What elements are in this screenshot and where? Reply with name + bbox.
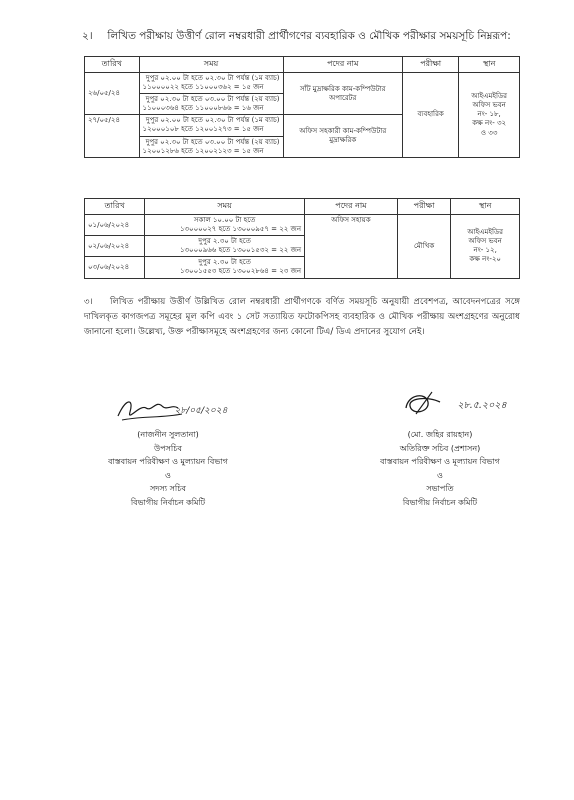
time-text: দুপুর ০২.৩০ টা হতে ০৩.০০ টা পর্যন্ত (২য় ব্যাচ) [145, 95, 280, 104]
left-handwritten-date: ২৮/০৫/২০২৪ [174, 406, 228, 416]
time-text: দুপুর ২.৩০ টা হতে [198, 258, 251, 267]
signatory-designation: উপসচিব [153, 443, 182, 453]
roll-range-text: ১৩০০০৯৬৬ হতে ১৩০০১৫৩২ = ২২ জন [179, 246, 302, 255]
header-venue: স্থান [459, 57, 520, 73]
time-text: দুপুর ২.৩০ টা হতে [198, 237, 251, 246]
header-date: তারিখ [85, 199, 145, 215]
signatory-committee: বিভাগীয় নির্বাচন কমিটি [402, 497, 478, 507]
left-signatory-block [78, 428, 258, 510]
section-3-text: লিখিত পরীক্ষায় উত্তীর্ণ উল্লিখিত রোল নম্বরধারী প্রার্থীগণকে বর্ণিত সময়সূচি অনুযায়ী প্রবেশপত্র, আবেদনপত্রের সঙ্গে দাখিলকৃত কাগজপত্র সমূহের মূল কপি এবং ১ সেট সত্যায়িত ফটোকপিসহ ব্যবহারিক ও মৌখিক পরীক্ষায় অংশগ্রহণের অনুরোধ জানানো হলো। উল্লেখ্য, উক্ত পরীক্ষাসমূহে অংশগ্রহণের জন্য কোনো টিএ/ ডিএ প্রদানের সুযোগ নেই। [84, 297, 520, 337]
table-header-row [85, 199, 520, 215]
roll-range-text: ১২০০০১০৮ হতে ১২০০১২৭৩ = ১৫ জন [142, 125, 264, 134]
header-post: পদের নাম [305, 199, 398, 215]
roll-range-text: ১১০০০০২২ হতে ১১০০০৩৬২ = ১৫ জন [142, 83, 264, 92]
signatory-role: সভাপতি [426, 484, 454, 494]
header-venue: স্থান [451, 199, 520, 215]
time-text: দুপুর ০২.০০ টা হতে ০২.৩০ টা পর্যন্ত (১ম ব্যাচ) [145, 74, 280, 82]
section-2-text: লিখিত পরীক্ষায় উত্তীর্ণ রোল নম্বরধারী প্রার্থীগণের ব্যবহারিক ও মৌখিক পরীক্ষার সময়সূচি নিম্নরূপ: [107, 30, 511, 42]
time-cell [145, 215, 305, 236]
section-3-paragraph [84, 295, 520, 339]
signatory-name: (মো. জহির রায়হান) [407, 430, 473, 439]
venue-cell: আইএমইডির অফিস ভবন নং- ১২, কক্ষ নং-২০ [451, 215, 520, 279]
time-cell [139, 115, 283, 136]
post-cell: অফিস সহায়ক [305, 215, 398, 279]
time-text: সকাল ১০.০০ টা হতে [193, 216, 256, 224]
date-cell: ০১/০৬/২০২৪ [85, 215, 145, 236]
signatory-conjunction: ও [165, 470, 171, 480]
header-exam: পরীক্ষা [397, 199, 450, 215]
time-cell [139, 73, 283, 94]
date-cell: ২৭/০৫/২৪ [85, 115, 140, 157]
right-handwritten-date: ২৮.৫.২০২৪ [457, 400, 507, 411]
date-cell: ০২/০৬/২০২৪ [85, 236, 145, 257]
date-cell: ০৩/০৬/২০২৪ [85, 257, 145, 278]
roll-range-text: ১২০০১২৮৬ হতে ১২০০২১২৩ = ১৫ জন [142, 146, 264, 155]
time-text: দুপুর ০২.০০ টা হতে ০২.৩০ টা পর্যন্ত (১ম ব্যাচ) [145, 116, 280, 125]
post-cell: সাঁট মুদ্রাক্ষরিক কাম-কম্পিউটার অপারেটর [283, 73, 403, 115]
header-post: পদের নাম [283, 57, 403, 73]
roll-range-text: ১৩০০১৫৫৩ হতে ১৩০০২৮৬৪ = ২৩ জন [179, 267, 302, 276]
venue-cell: আইএমইডির অফিস ভবন নং- ১৮, কক্ষ নং- ৩২ ও ৩৩ [459, 73, 520, 158]
table-row [85, 215, 520, 236]
signatory-division: বাস্তবায়ন পরিবীক্ষণ ও মূল্যায়ন বিভাগ [380, 457, 500, 467]
signatory-committee: বিভাগীয় নির্বাচন কমিটি [130, 497, 206, 507]
practical-exam-schedule-table [84, 56, 520, 158]
time-cell [145, 257, 305, 278]
section-2-heading [82, 29, 511, 46]
header-time: সময় [139, 57, 283, 73]
signatory-role: সদস্য সচিব [150, 484, 186, 494]
roll-range-text: ১১০০০৩৬৪ হতে ১১০০০৮৬৬ = ১৬ জন [142, 104, 264, 113]
time-cell [139, 94, 283, 115]
section-2-number: ২। [82, 30, 93, 42]
header-exam: পরীক্ষা [403, 57, 459, 73]
exam-type-cell: মৌখিক [397, 215, 450, 279]
post-cell: অফিস সহকারী কাম-কম্পিউটার মুদ্রাক্ষরিক [283, 115, 403, 157]
signatory-designation: অতিরিক্ত সচিব (প্রশাসন) [399, 443, 481, 453]
viva-exam-schedule-table [84, 198, 520, 279]
header-time: সময় [145, 199, 305, 215]
date-cell: ২৬/০৫/২৪ [85, 73, 140, 115]
signatory-division: বাস্তবায়ন পরিবীক্ষণ ও মুল্যায়ন বিভাগ [108, 457, 228, 467]
header-date: তারিখ [85, 57, 140, 73]
time-text: দুপুর ০২.৩০ টা হতে ০৩.০০ টা পর্যন্ত (২য় ব্যাচ) [145, 137, 280, 146]
table-row [85, 73, 520, 94]
signatory-conjunction: ও [437, 470, 443, 480]
table-header-row [85, 57, 520, 73]
section-3-number: ৩। [84, 297, 93, 307]
time-cell [139, 136, 283, 157]
exam-type-cell: ব্যবহারিক [403, 73, 459, 158]
roll-range-text: ১৩০০০০২৭ হতে ১৩০০০৯৫৭ = ২২ জন [179, 225, 302, 234]
signatory-name: (নাজনীন সুলতানা) [137, 430, 199, 439]
right-signatory-block [350, 428, 530, 510]
time-cell [145, 236, 305, 257]
